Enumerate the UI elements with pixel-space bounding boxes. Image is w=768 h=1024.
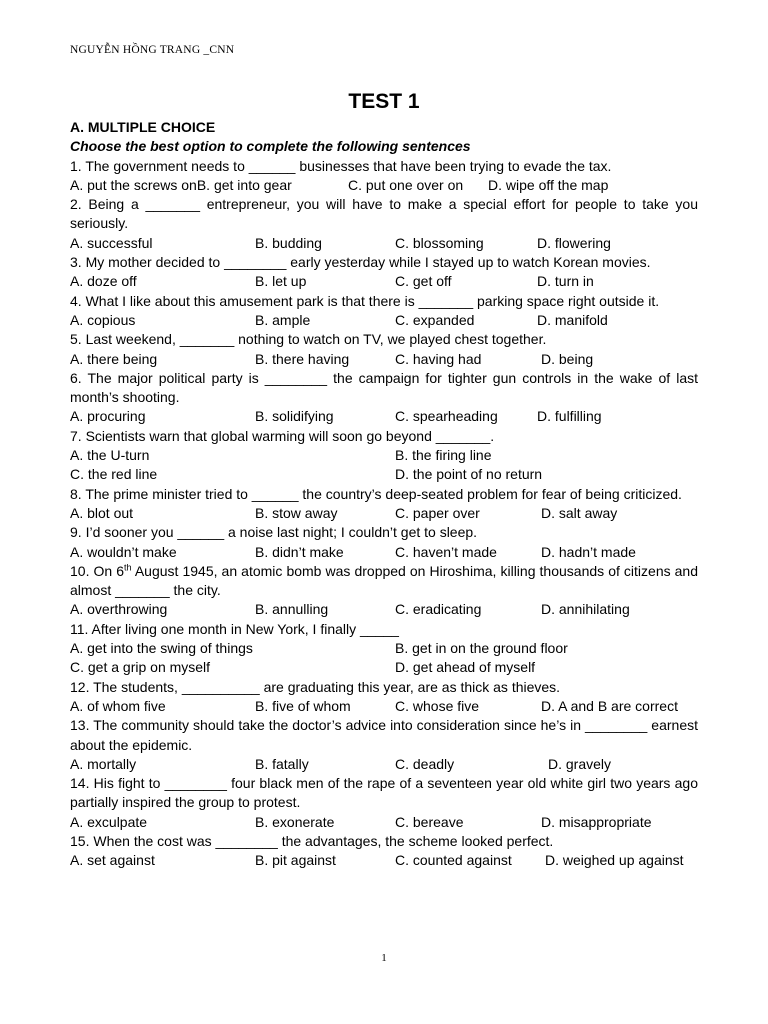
options-q10 (70, 600, 698, 619)
option: A. there being (70, 350, 158, 367)
option: A. get into the swing of things (70, 640, 253, 657)
option: A. wouldn’t make (70, 543, 177, 560)
option: B. ample (255, 311, 311, 328)
option: D. misappropriate (541, 813, 652, 830)
option: D. being (541, 350, 594, 367)
question-4: 4. What I like about this amusement park is that there is _______ parking space right outside it. (70, 292, 660, 309)
option: C. eradicating (395, 601, 482, 618)
option: C. bereave (395, 813, 464, 830)
option: A. doze off (70, 273, 137, 290)
option: C. counted against (395, 852, 512, 869)
question-13: 13. The community should take the doctor’s advice into consideration since he’s in ________ earnest about the epidemic. (70, 717, 698, 753)
option: C. haven’t made (395, 543, 497, 560)
option: D. weighed up against (545, 852, 684, 869)
options-q2 (70, 234, 698, 253)
question-12: 12. The students, __________ are graduating this year, are as thick as thieves. (70, 678, 561, 695)
page-number: 1 (381, 952, 387, 964)
options-q14 (70, 813, 698, 832)
question-10 (70, 562, 698, 601)
question-11: 11. After living one month in New York, I finally _____ (70, 620, 399, 637)
option: B. exonerate (255, 813, 335, 830)
option: B. didn’t make (255, 543, 344, 560)
options-q7-row1 (70, 446, 698, 465)
option: A. mortally (70, 755, 137, 772)
options-q1 (70, 176, 698, 195)
test-content (70, 118, 698, 871)
option: D. wipe off the map (488, 176, 609, 193)
option: C. expanded (395, 311, 475, 328)
question-1: 1. The government needs to ______ businesses that have been trying to evade the tax. (70, 157, 612, 174)
option: B. pit against (255, 852, 336, 869)
option: A. procuring (70, 408, 146, 425)
option: A. of whom five (70, 697, 166, 714)
question-9: 9. I’d sooner you ______ a noise last night; I couldn’t get to sleep. (70, 524, 478, 541)
option: C. put one over on (348, 176, 464, 193)
option: C. whose five (395, 697, 480, 714)
option: D. salt away (541, 504, 618, 521)
ordinal-suffix: th (124, 562, 132, 573)
option: C. get off (395, 273, 452, 290)
option: A. the U-turn (70, 447, 150, 464)
option: B. the firing line (395, 447, 492, 464)
option: C. spearheading (395, 408, 498, 425)
option: B. there having (255, 350, 350, 367)
question-2: 2. Being a _______ entrepreneur, you will have to make a special effort for people to take you seriously. (70, 196, 698, 232)
option: B. get in on the ground floor (395, 640, 568, 657)
question-8: 8. The prime minister tried to ______ the country’s deep-seated problem for fear of being criticized. (70, 485, 682, 502)
option: D. fulfilling (537, 408, 602, 425)
option: C. paper over (395, 504, 480, 521)
option: A. put the screws onB. get into gear (70, 176, 292, 193)
question-14: 14. His fight to ________ four black men of the rape of a seventeen year old white girl two years ago partially inspired the group to protest. (70, 775, 698, 811)
option: C. deadly (395, 755, 455, 772)
option: D. turn in (537, 273, 594, 290)
option: C. blossoming (395, 234, 484, 251)
options-q4 (70, 311, 698, 330)
options-q13 (70, 755, 698, 774)
options-q15 (70, 851, 698, 870)
options-q11-row2 (70, 658, 698, 677)
options-q5 (70, 350, 698, 369)
option: A. exculpate (70, 813, 148, 830)
options-q7-row2 (70, 465, 698, 484)
options-q11-row1 (70, 639, 698, 658)
option: B. five of whom (255, 697, 351, 714)
option: A. blot out (70, 504, 134, 521)
option: A. overthrowing (70, 601, 168, 618)
option: B. stow away (255, 504, 338, 521)
section-heading: A. MULTIPLE CHOICE (70, 119, 216, 135)
options-q12 (70, 697, 698, 716)
option: A. successful (70, 234, 153, 251)
question-6: 6. The major political party is ________ the campaign for tighter gun controls in the wake of last month’s shooting. (70, 369, 698, 406)
question-7: 7. Scientists warn that global warming will soon go beyond _______. (70, 427, 495, 444)
option: B. fatally (255, 755, 309, 772)
option: C. the red line (70, 466, 158, 483)
option: D. gravely (548, 755, 612, 772)
option: D. annihilating (541, 601, 630, 618)
option: C. having had (395, 350, 482, 367)
option: D. flowering (537, 234, 611, 251)
question-10-rest: August 1945, an atomic bomb was dropped on Hiroshima, killing thousands of citizens and almost _______ the city. (70, 562, 699, 599)
option: B. solidifying (255, 408, 334, 425)
option: D. A and B are correct (541, 697, 678, 714)
option: A. copious (70, 311, 136, 328)
option: D. hadn’t made (541, 543, 636, 560)
question-5: 5. Last weekend, _______ nothing to watch on TV, we played chest together. (70, 331, 547, 348)
option: D. manifold (537, 311, 608, 328)
option: B. annulling (255, 601, 329, 618)
question-3: 3. My mother decided to ________ early yesterday while I stayed up to watch Korean movies. (70, 254, 651, 271)
option: C. get a grip on myself (70, 659, 211, 676)
option: A. set against (70, 852, 155, 869)
question-10-start: 10. On 6 (70, 562, 125, 579)
instruction: Choose the best option to complete the following sentences (70, 138, 471, 155)
author-header: NGUYỄN HỒNG TRANG _CNN (70, 44, 235, 56)
question-15: 15. When the cost was ________ the advantages, the scheme looked perfect. (70, 832, 554, 849)
options-q8 (70, 504, 698, 523)
option: D. the point of no return (395, 466, 543, 483)
options-q3 (70, 272, 698, 291)
test-title: TEST 1 (348, 90, 420, 113)
options-q6 (70, 407, 698, 426)
option: B. budding (255, 234, 322, 251)
options-q9 (70, 543, 698, 562)
option: B. let up (255, 273, 307, 290)
option: D. get ahead of myself (395, 659, 536, 676)
